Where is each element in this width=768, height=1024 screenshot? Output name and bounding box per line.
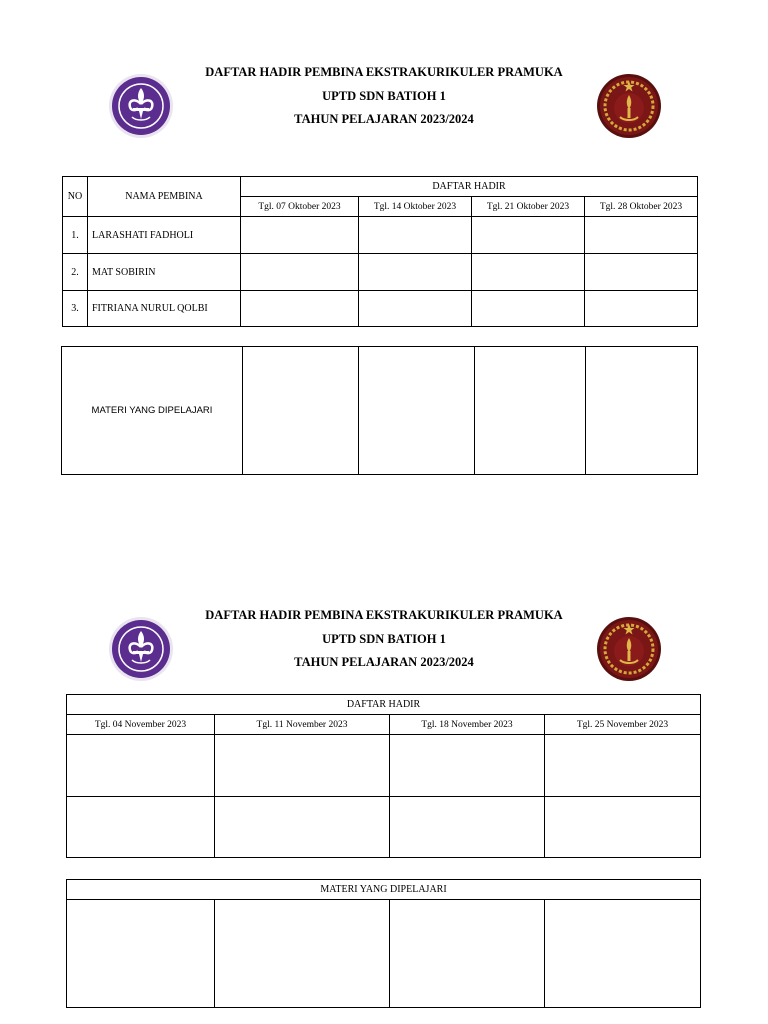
attendance-cell	[241, 217, 359, 254]
attendance-cell	[241, 291, 359, 327]
attendance-cell	[241, 254, 359, 291]
scout-emblem-logo-left	[108, 73, 174, 139]
date-header: Tgl. 21 Oktober 2023	[472, 197, 585, 217]
materi-table-october	[61, 346, 698, 475]
attendance-cell	[215, 797, 390, 858]
attendance-cell	[390, 735, 545, 797]
date-header: Tgl. 04 November 2023	[67, 715, 215, 735]
header-line-1-2: DAFTAR HADIR PEMBINA EKSTRAKURIKULER PRAMUKA	[205, 608, 563, 622]
date-header: Tgl. 11 November 2023	[215, 715, 390, 735]
world-scout-emblem-icon	[108, 73, 174, 139]
table-row	[63, 291, 698, 327]
materi-cell	[586, 347, 698, 475]
attendance-cell	[390, 797, 545, 858]
date-header: Tgl. 14 Oktober 2023	[359, 197, 472, 217]
attendance-cell	[472, 291, 585, 327]
attendance-cell	[67, 797, 215, 858]
col-nama-header: NAMA PEMBINA	[88, 177, 241, 217]
attendance-cell	[585, 291, 698, 327]
materi-cell	[390, 900, 545, 1008]
attendance-cell	[359, 254, 472, 291]
pembina-name: FITRIANA NURUL QOLBI	[88, 291, 241, 327]
date-header: Tgl. 18 November 2023	[390, 715, 545, 735]
header-line-3-2: TAHUN PELAJARAN 2023/2024	[294, 655, 474, 669]
table-row	[63, 254, 698, 291]
attendance-cell	[585, 217, 698, 254]
header-line-2: UPTD SDN BATIOH 1	[322, 89, 446, 103]
col-no-header: NO	[63, 177, 88, 217]
pramuka-emblem-logo-right	[596, 73, 662, 139]
attendance-cell	[585, 254, 698, 291]
attendance-cell	[359, 291, 472, 327]
materi-cell	[475, 347, 586, 475]
gerakan-pramuka-emblem-icon	[596, 616, 662, 682]
attendance-table-november	[66, 694, 701, 858]
materi-cell	[243, 347, 359, 475]
col-daftar-hadir-header: DAFTAR HADIR	[241, 177, 698, 197]
gerakan-pramuka-emblem-icon	[596, 73, 662, 139]
materi-header: MATERI YANG DIPELAJARI	[67, 880, 701, 900]
materi-cell	[545, 900, 701, 1008]
attendance-table-october	[62, 176, 698, 327]
row-number: 1.	[63, 217, 88, 254]
header-line-3: TAHUN PELAJARAN 2023/2024	[294, 112, 474, 126]
date-header: Tgl. 28 Oktober 2023	[585, 197, 698, 217]
pembina-name: MAT SOBIRIN	[88, 254, 241, 291]
materi-table-november	[66, 879, 701, 1008]
row-number: 3.	[63, 291, 88, 327]
header-line-2-2: UPTD SDN BATIOH 1	[322, 632, 446, 646]
row-number: 2.	[63, 254, 88, 291]
materi-cell	[67, 900, 215, 1008]
attendance-cell	[67, 735, 215, 797]
attendance-cell	[545, 735, 701, 797]
attendance-cell	[472, 254, 585, 291]
attendance-cell	[472, 217, 585, 254]
date-header: Tgl. 07 Oktober 2023	[241, 197, 359, 217]
materi-label: MATERI YANG DIPELAJARI	[62, 347, 243, 475]
header-line-1: DAFTAR HADIR PEMBINA EKSTRAKURIKULER PRAMUKA	[205, 65, 563, 79]
scout-emblem-logo-left-2	[108, 616, 174, 682]
table-row	[67, 735, 701, 797]
table-row	[63, 217, 698, 254]
materi-cell	[215, 900, 390, 1008]
pembina-name: LARASHATI FADHOLI	[88, 217, 241, 254]
date-header: Tgl. 25 November 2023	[545, 715, 701, 735]
attendance-cell	[215, 735, 390, 797]
pramuka-emblem-logo-right-2	[596, 616, 662, 682]
attendance-cell	[359, 217, 472, 254]
col-daftar-hadir-header: DAFTAR HADIR	[67, 695, 701, 715]
table-row	[67, 797, 701, 858]
materi-cell	[359, 347, 475, 475]
world-scout-emblem-icon	[108, 616, 174, 682]
attendance-cell	[545, 797, 701, 858]
